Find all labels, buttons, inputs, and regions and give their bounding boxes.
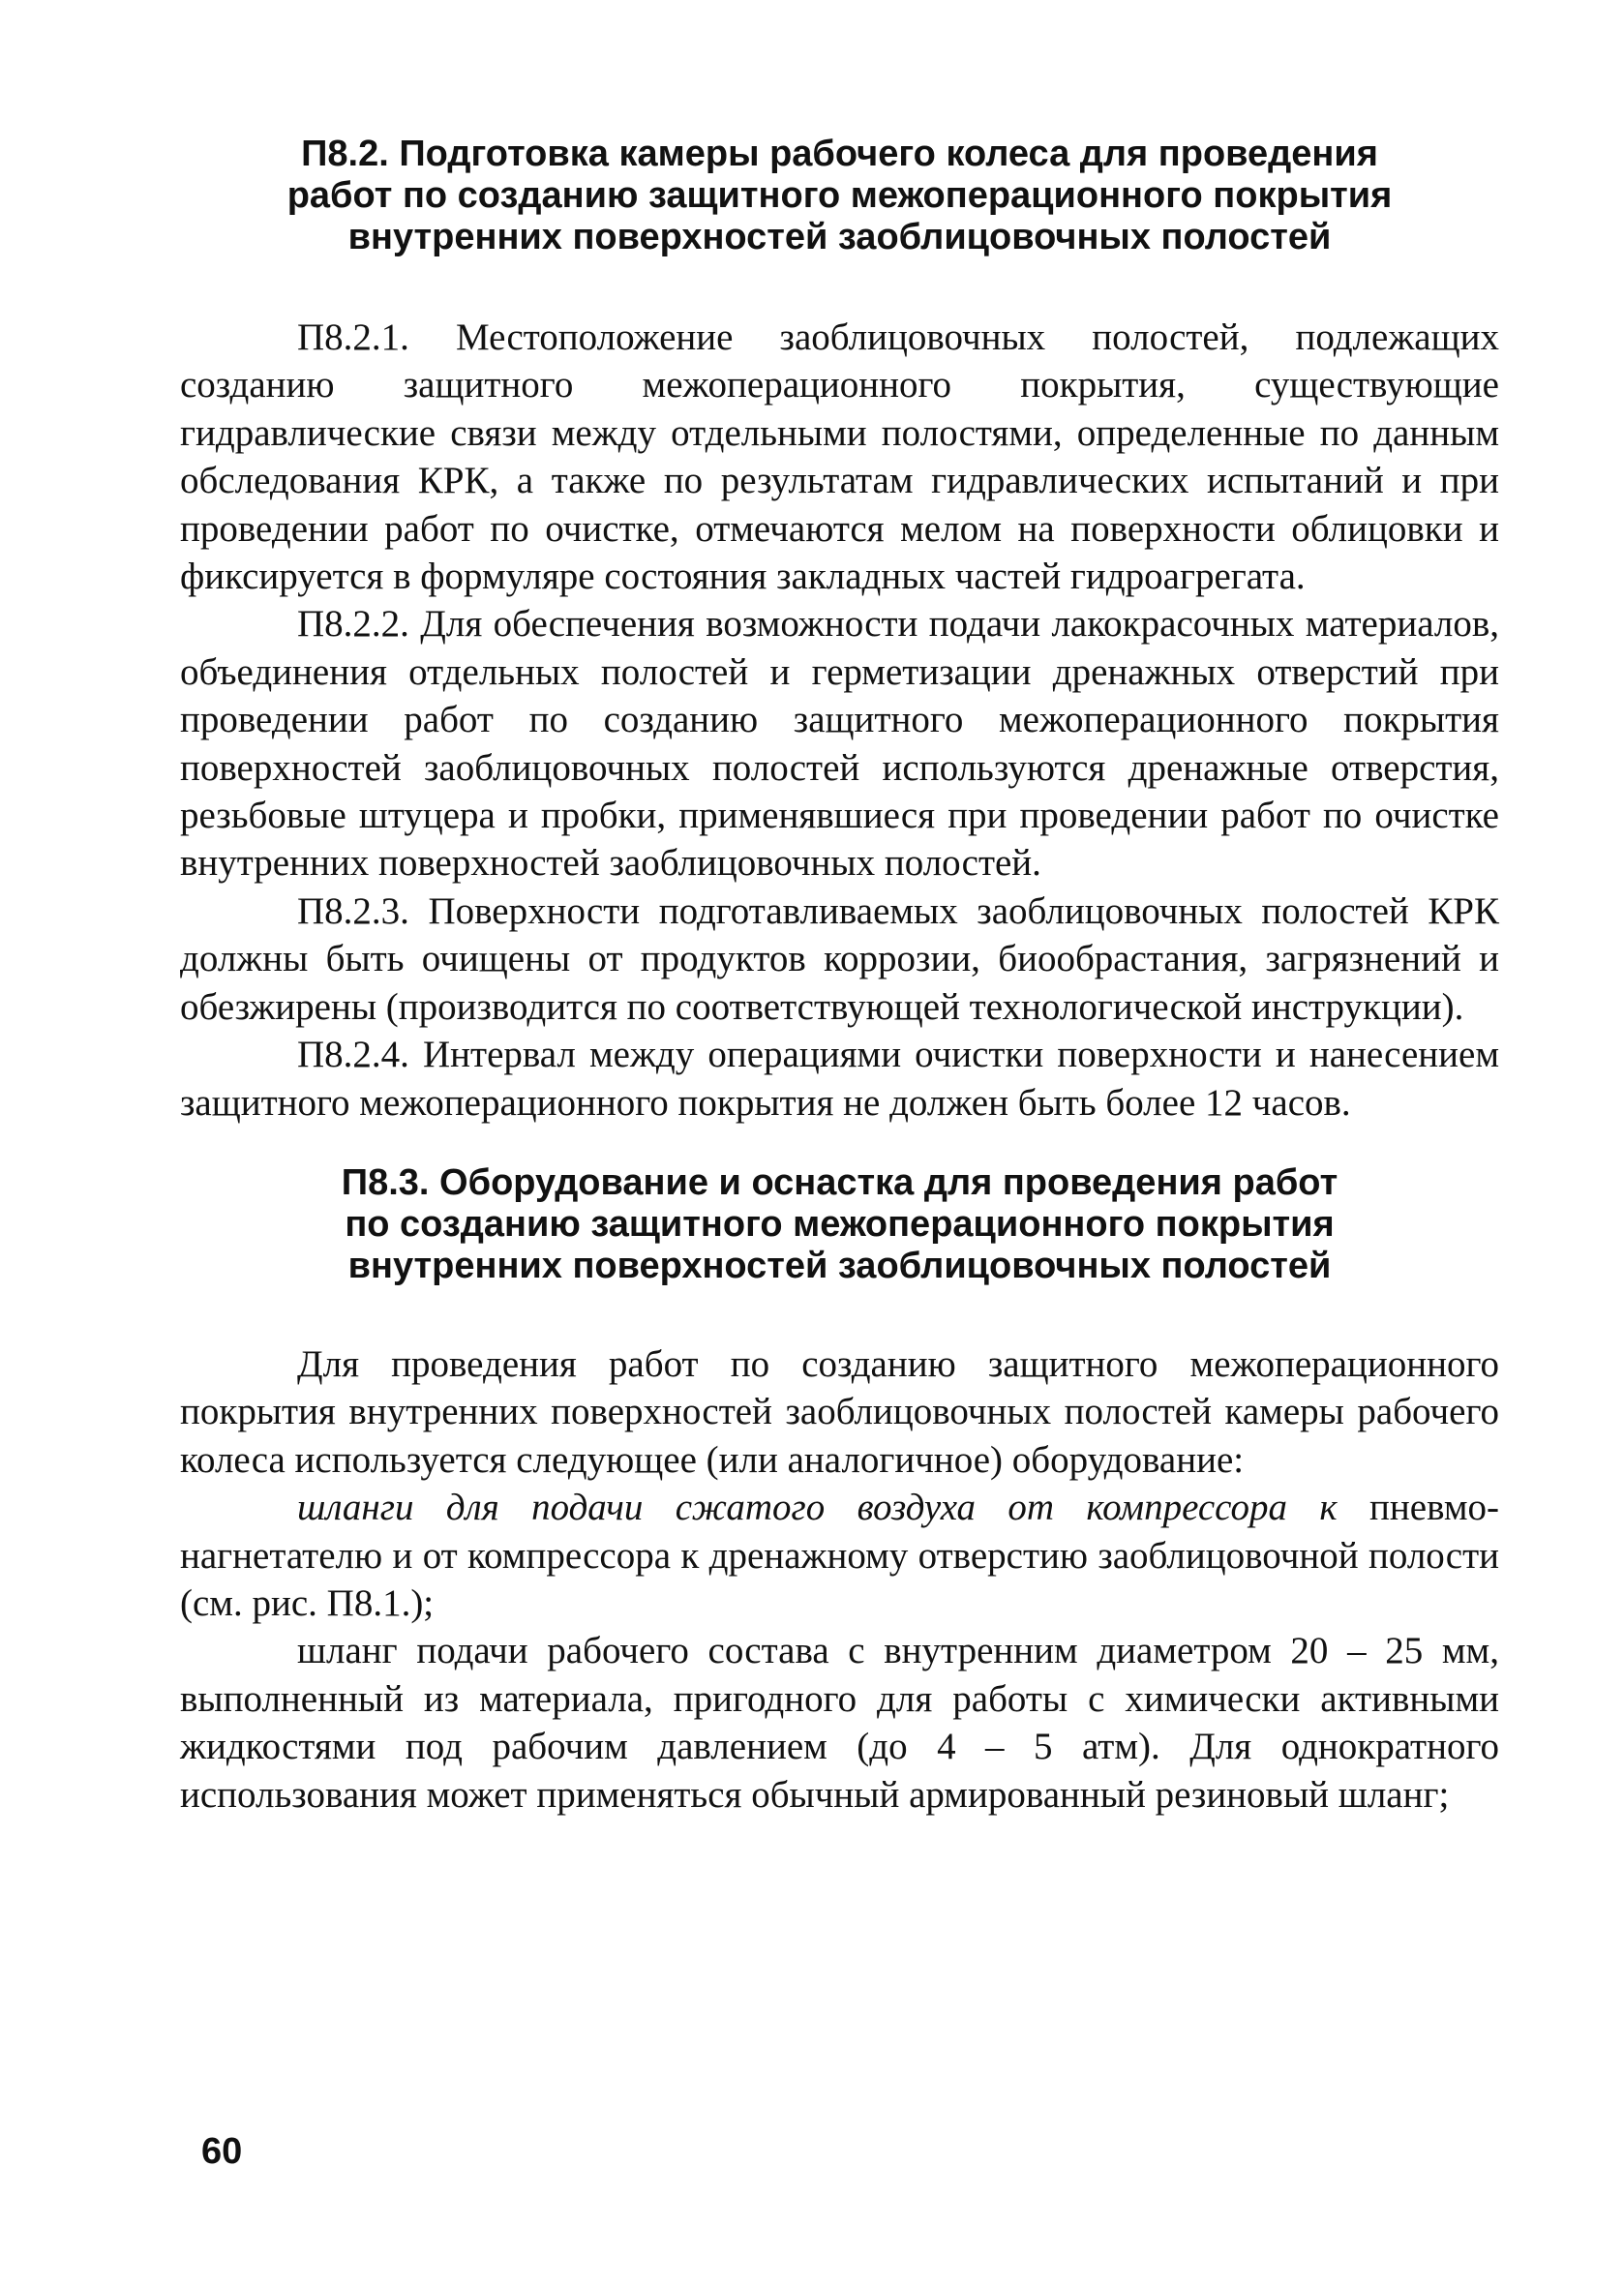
heading-line: внутренних поверхностей заоблицовочных полостей [347, 217, 1332, 257]
heading-line: внутренних поверхностей заоблицовочных полостей [347, 1245, 1332, 1286]
paragraph-p8-2-4: П8.2.4. Интервал между операциями очистки поверхности и нанесением защитного межоперационного покрытия не должен быть более 12 часов. [180, 1034, 1499, 1124]
heading-line: П8.2. Подготовка камеры рабочего колеса для проведения [301, 134, 1378, 174]
page-number: 60 [201, 2131, 243, 2172]
paragraph-p8-2-2: П8.2.2. Для обеспечения возможности подачи лакокрасочных материалов, объединения отдельных полостей и герметизации дренажных отверстий при проведении работ по созданию защитного межоперационного покрытия поверхностей заоблицовочных полостей используются дренажные отверстия, резьбовые штуцера и пробки, применявшиеся при проведении работ по очистке внутренних поверхностей заоблицовочных полостей. [180, 603, 1499, 885]
section-heading-p8-3 [180, 1162, 1499, 1287]
paragraph-p8-2-1: П8.2.1. Местоположение заоблицовочных полостей, подлежащих созданию защитного межоперационного покрытия, существующие гидравлические связи между отдельными полостями, определенные по данным обследования КРК, а также по результатам гидравлических испытаний и при проведении работ по очистке, отмечаются мелом на поверхности облицовки и фиксируется в формуляре состояния закладных частей гидроагрегата. [180, 316, 1499, 598]
paragraph-p8-2-3: П8.2.3. Поверхности подготавливаемых заоблицовочных полостей КРК должны быть очищены от продуктов коррозии, биообрастания, загрязнений и обезжирены (производится по соответствующей технологической инструкции). [180, 889, 1499, 1028]
heading-line: по созданию защитного межоперационного покрытия [345, 1203, 1335, 1245]
paragraph-equipment-intro: Для проведения работ по созданию защитного межоперационного покрытия внутренних поверхностей заоблицовочных полостей камеры рабочего колеса используется следующее (или аналогичное) оборудование: [180, 1342, 1499, 1481]
page-content [180, 134, 1499, 1819]
heading-line: работ по созданию защитного межоперационного покрытия [286, 175, 1393, 216]
list-item-air-hoses [180, 1484, 1499, 1627]
list-item-working-hose: шланг подачи рабочего состава с внутренним диаметром 20 – 25 мм, выполненный из материала, пригодного для работы с химически активными жидкостями под рабочим давлением (до 4 – 5 атм). Для однократного использования может применяться обычный армированный резиновый шланг; [180, 1630, 1499, 1816]
heading-line: П8.3. Оборудование и оснастка для проведения работ [341, 1161, 1338, 1203]
air-hoses-text: пневмонагнетателю и от компрессора к дренажному отверстию заоблицовочной полости (см. рис. П8.1.); [180, 1487, 1499, 1624]
air-hoses-italic-text: шланги для подачи сжатого воздуха от компрессора к [297, 1487, 1338, 1529]
section-heading-p8-2 [180, 134, 1499, 258]
